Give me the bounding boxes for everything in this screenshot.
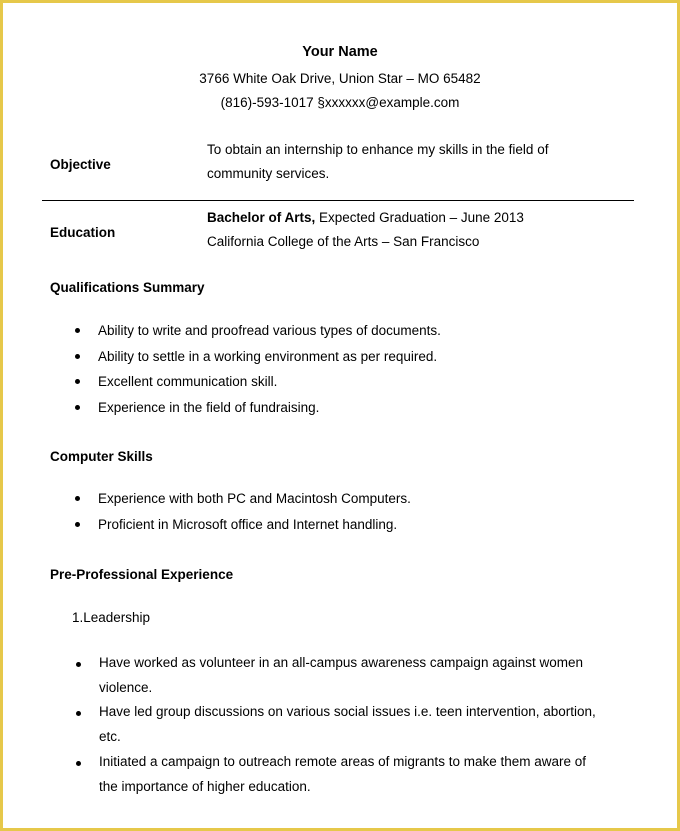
list-item <box>98 344 441 370</box>
education-details <box>207 206 524 254</box>
education-label: Education <box>50 225 116 240</box>
education-school: California College of the Arts – San Francisco <box>207 234 480 249</box>
education-graduation: Expected Graduation – June 2013 <box>315 210 524 225</box>
list-item <box>98 395 441 421</box>
experience-item-line-1: Have led group discussions on various social issues i.e. teen intervention, abortion, <box>99 704 596 719</box>
objective-text <box>207 138 548 186</box>
resume-contact: (816)-593-1017 §xxxxxx@example.com <box>220 95 460 110</box>
experience-item-line-1: Have worked as volunteer in an all-campus awareness campaign against women <box>99 655 584 670</box>
list-item-text: Experience with both PC and Macintosh Computers. <box>98 491 411 506</box>
bullet-icon <box>75 379 80 384</box>
experience-item-line-1: Initiated a campaign to outreach remote areas of migrants to make them aware of <box>99 754 587 769</box>
list-item <box>98 512 411 538</box>
section-divider <box>42 200 634 201</box>
objective-line-2: community services. <box>207 166 330 181</box>
qualifications-list <box>98 318 441 420</box>
bullet-icon <box>75 522 80 527</box>
objective-line-1: To obtain an internship to enhance my skills in the field of <box>207 142 549 157</box>
experience-item <box>99 700 619 749</box>
objective-label: Objective <box>50 157 111 172</box>
bullet-icon <box>75 354 80 359</box>
list-item-text: Excellent communication skill. <box>98 374 278 389</box>
list-item <box>98 369 441 395</box>
list-item-text: Proficient in Microsoft office and Internet handling. <box>98 516 398 532</box>
experience-item-line-2: etc. <box>99 728 121 744</box>
computer-skills-list <box>98 486 411 537</box>
bullet-icon <box>75 496 80 501</box>
list-item-text: Ability to settle in a working environment as per required. <box>98 348 438 364</box>
list-item <box>98 318 441 344</box>
computer-skills-label: Computer Skills <box>50 449 153 464</box>
list-item-text: Experience in the field of fundraising. <box>98 399 320 415</box>
resume-name: Your Name <box>302 44 378 60</box>
bullet-icon <box>76 711 81 716</box>
experience-item <box>99 750 619 799</box>
bullet-icon <box>76 761 81 766</box>
education-degree-line <box>207 206 524 230</box>
experience-item-line-2: violence. <box>99 679 153 695</box>
list-item <box>98 486 411 512</box>
experience-subheading: 1.Leadership <box>72 610 151 625</box>
experience-item <box>99 651 619 700</box>
education-degree: Bachelor of Arts, <box>207 210 316 225</box>
experience-label: Pre-Professional Experience <box>50 567 234 582</box>
bullet-icon <box>75 328 80 333</box>
resume-address: 3766 White Oak Drive, Union Star – MO 65482 <box>199 71 481 86</box>
qualifications-label: Qualifications Summary <box>50 280 205 295</box>
bullet-icon <box>75 405 80 410</box>
list-item-text: Ability to write and proofread various types of documents. <box>98 323 441 338</box>
bullet-icon <box>76 662 81 667</box>
experience-item-line-2: the importance of higher education. <box>99 778 311 794</box>
